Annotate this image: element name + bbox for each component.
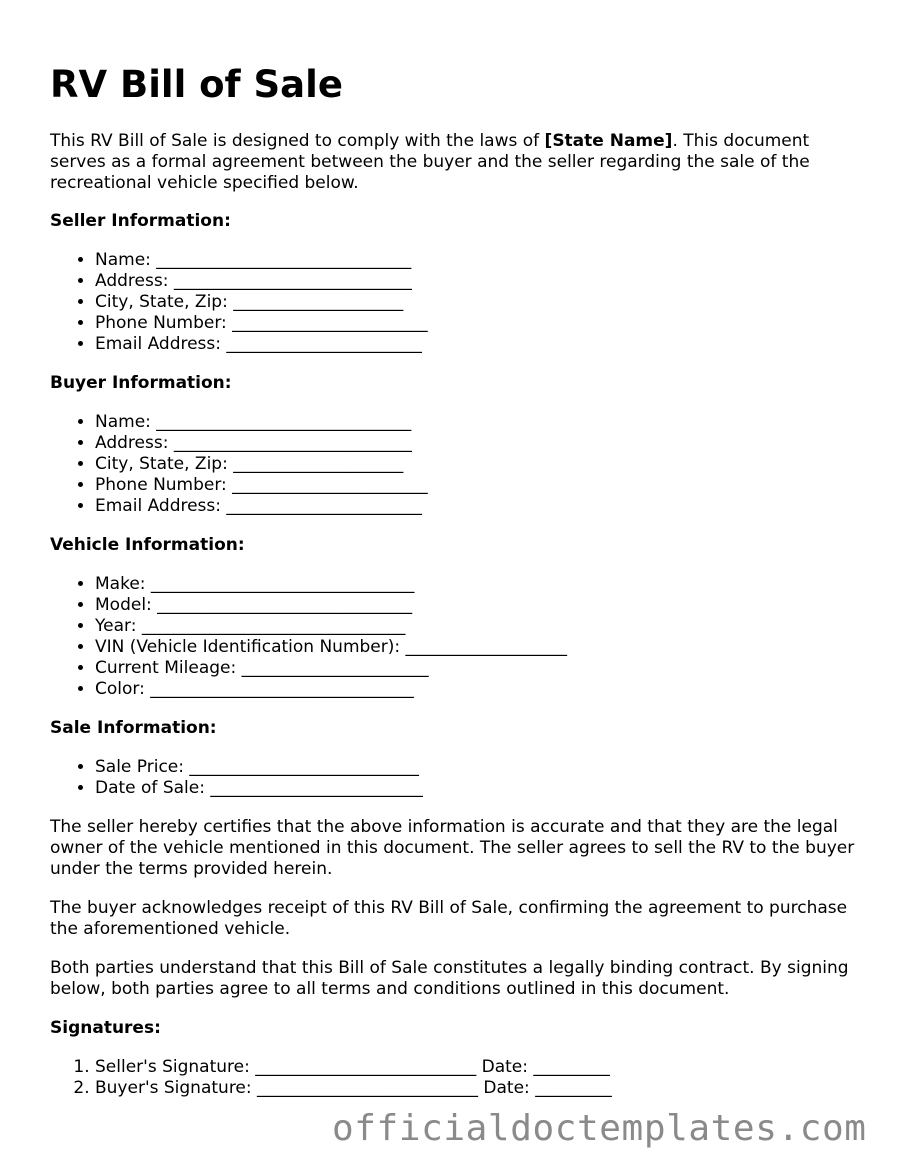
sale-heading: Sale Information: — [50, 718, 217, 738]
vehicle-color-field: • Color: _______________________________ — [95, 679, 870, 700]
buyer-phone-field: • Phone Number: _______________________ — [95, 475, 870, 496]
seller-address-field: • Address: ____________________________ — [95, 271, 870, 292]
seller-certification-paragraph: The seller hereby certifies that the above information is accurate and that they are the legal owner of the vehicle mentioned in this document. The seller agrees to sell the RV to the buyer under the terms provided herein. — [50, 817, 855, 879]
sale-price-field: • Sale Price: ___________________________ — [95, 757, 870, 778]
sale-date-field: • Date of Sale: _________________________ — [95, 778, 870, 799]
binding-contract-paragraph: Both parties understand that this Bill of Sale constitutes a legally binding contract. By signing below, both parties agree to all terms and conditions outlined in this document. — [50, 958, 849, 999]
document-body — [50, 131, 870, 1117]
signatures-heading: Signatures: — [50, 1018, 161, 1038]
buyer-fields-list — [50, 412, 870, 517]
seller-phone-field: • Phone Number: _______________________ — [95, 313, 870, 334]
vehicle-fields-list — [50, 574, 870, 700]
vehicle-mileage-field: • Current Mileage: ______________________ — [95, 658, 870, 679]
vehicle-year-field: • Year: _______________________________ — [95, 616, 870, 637]
seller-fields-list — [50, 250, 870, 355]
intro-text-before: This RV Bill of Sale is designed to comply with the laws of — [50, 131, 545, 151]
intro-text-after: . This document serves as a formal agreement between the buyer and the seller regarding the sale of the recreational vehicle specified below. — [50, 131, 810, 193]
buyer-acknowledgement-paragraph: The buyer acknowledges receipt of this RV Bill of Sale, confirming the agreement to purchase the aforementioned vehicle. — [50, 898, 848, 939]
buyer-city-state-zip-field: • City, State, Zip: ____________________ — [95, 454, 870, 475]
watermark: officialdoctemplates.com — [332, 1108, 867, 1149]
buyer-email-field: • Email Address: _______________________ — [95, 496, 870, 517]
vehicle-make-field: • Make: _______________________________ — [95, 574, 870, 595]
document-title: RV Bill of Sale — [50, 63, 343, 106]
buyer-heading: Buyer Information: — [50, 373, 232, 393]
buyer-signature-line: 2. Buyer's Signature: __________________________ Date: _________ — [95, 1078, 870, 1099]
seller-name-field: • Name: ______________________________ — [95, 250, 870, 271]
intro-paragraph — [50, 131, 870, 194]
buyer-name-field: • Name: ______________________________ — [95, 412, 870, 433]
signatures-list — [50, 1057, 870, 1099]
sale-fields-list — [50, 757, 870, 799]
buyer-address-field: • Address: ____________________________ — [95, 433, 870, 454]
vehicle-heading: Vehicle Information: — [50, 535, 245, 555]
vehicle-model-field: • Model: ______________________________ — [95, 595, 870, 616]
seller-email-field: • Email Address: _______________________ — [95, 334, 870, 355]
state-name-placeholder: [State Name] — [544, 131, 673, 151]
vehicle-vin-field: • VIN (Vehicle Identification Number): ___________________ — [95, 637, 870, 658]
seller-heading: Seller Information: — [50, 211, 231, 231]
seller-city-state-zip-field: • City, State, Zip: ____________________ — [95, 292, 870, 313]
seller-signature-line: 1. Seller's Signature: __________________________ Date: _________ — [95, 1057, 870, 1078]
